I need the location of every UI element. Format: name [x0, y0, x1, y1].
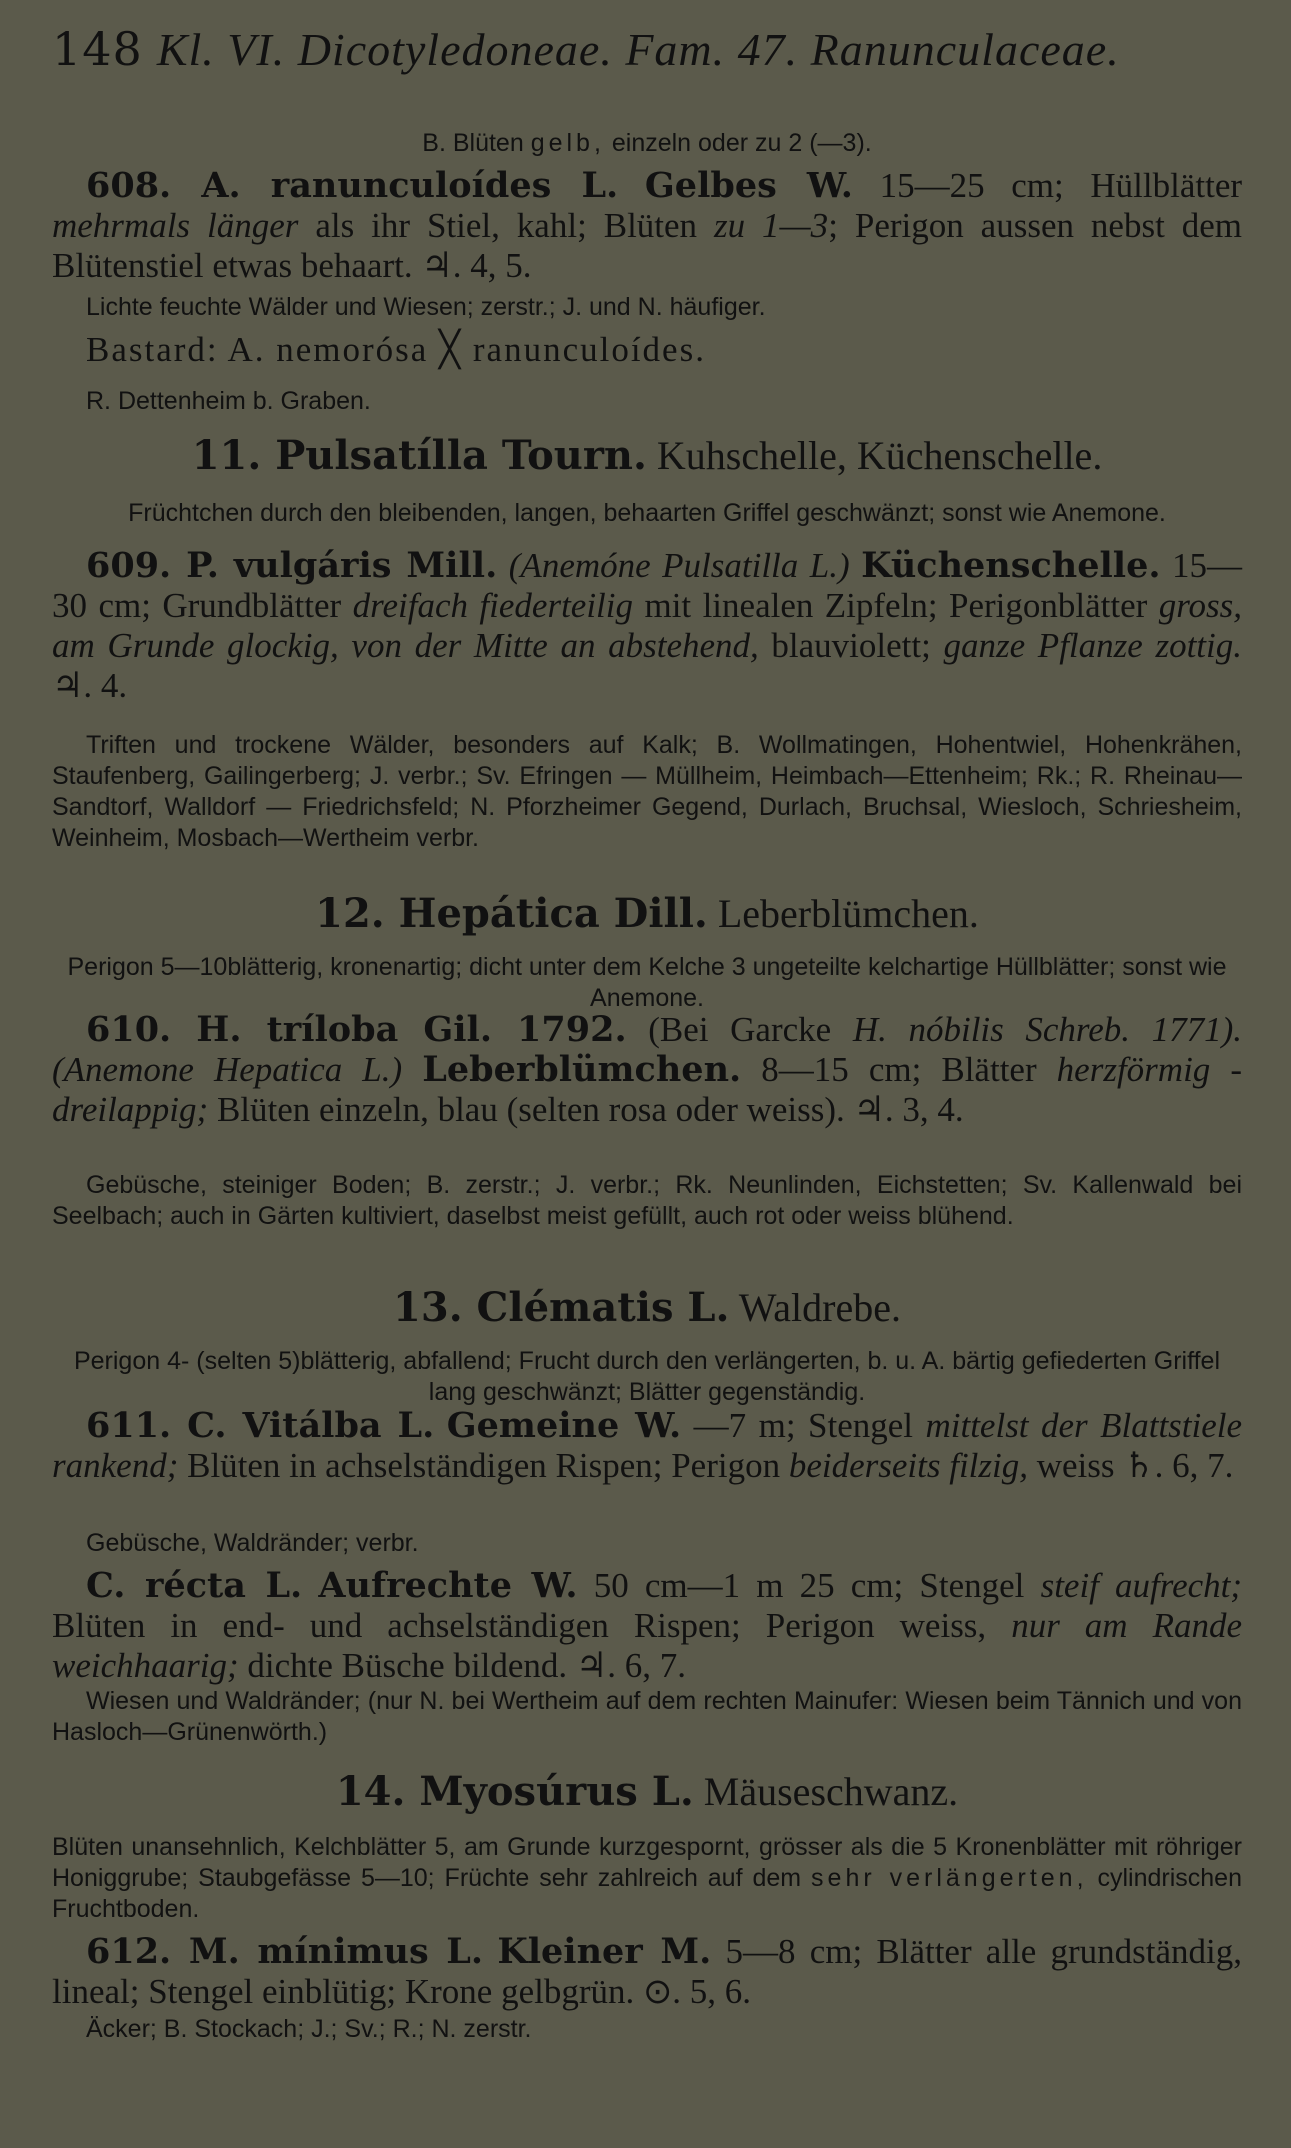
running-title: Kl. VI. Dicotyledoneae. Fam. 47. Ranunculaceae. — [156, 24, 1120, 75]
genus-11-description: Früchtchen durch den bleibenden, langen, behaarten Griffel geschwänzt; sonst wie Anemone. — [128, 499, 1166, 527]
genus-11-heading: 11. Pulsatílla Tourn. Kuhschelle, Küchenschelle. — [191, 432, 1103, 479]
genus-12-description: Perigon 5—10blätterig, kronenartig; dicht unter dem Kelche 3 ungeteilte kelchartige Hüllblätter; sonst wie Anemone. — [67, 953, 1227, 1012]
species-name: 608. A. ranunculoídes L. — [86, 165, 619, 206]
species-609: 609. P. vulgáris Mill. (Anemóne Pulsatilla L.) Küchenschelle. 15—30 cm; Grundblätter dreifach fiederteilig mit linealen Zipfeln; Perigonblätter gross, am Grunde glockig, von der Mitte an abstehend, blauviolett; ganze Pflanze zottig. ♃. 4. — [52, 545, 1243, 705]
habitat-610: Gebüsche, steiniger Boden; B. zerstr.; J. verbr.; Rk. Neunlinden, Eichstetten; Sv. Kallenwald bei Seelbach; auch in Gärten kultiviert, daselbst meist gefüllt, auch rot oder weiss blühend. — [52, 1171, 1242, 1230]
habitat-recta: Wiesen und Waldränder; (nur N. bei Wertheim auf dem rechten Mainufer: Wiesen beim Tännich und von Hasloch—Grünenwörth.) — [52, 1687, 1242, 1746]
genus-13-description: Perigon 4- (selten 5)blätterig, abfallend; Frucht durch den verlängerten, b. u. A. bärtig gefiederten Griffel lang geschwänzt; Blätter gegenständig. — [73, 1347, 1221, 1406]
species-608: 608. A. ranunculoídes L. Gelbes W. 15—25 cm; Hüllblätter mehrmals länger als ihr Stiel, kahl; Blüten zu 1—3; Perigon aussen nebst dem Blütenstiel etwas behaart. ♃. 4, 5. — [52, 165, 1243, 285]
page-number: 148 — [52, 22, 143, 76]
hybrid-608: Bastard: A. nemorósa ╳ ranunculoídes. — [86, 330, 706, 369]
species-611: 611. C. Vitálba L. Gemeine W. —7 m; Stengel mittelst der Blattstiele rankend; Blüten in achselständigen Rispen; Perigon beiderseits filzig, weiss ♄. 6, 7. — [52, 1405, 1243, 1485]
habitat-612: Äcker; B. Stockach; J.; Sv.; R.; N. zerstr. — [86, 2015, 532, 2043]
genus-13-heading: 13. Clématis L. Waldrebe. — [393, 1284, 901, 1331]
habitat-611: Gebüsche, Waldränder; verbr. — [86, 1529, 419, 1557]
habitat-609: Triften und trockene Wälder, besonders auf Kalk; B. Wollmatingen, Hohentwiel, Hohenkrähen, Staufenberg, Gailingerberg; J. verbr.; Sv. Efringen — Müllheim, Heimbach—Ettenheim; Rk.; R. Rheinau—Sandtorf, Walldorf — Friedrichsfeld; N. Pforzheimer Gegend, Durlach, Bruchsal, Wiesloch, Schriesheim, Weinheim, Mosbach—Wertheim verbr. — [52, 731, 1242, 852]
group-b-heading: B. Blüten gelb, einzeln oder zu 2 (—3). — [422, 129, 872, 157]
species-610: 610. H. tríloba Gil. 1792. (Bei Garcke H. nóbilis Schreb. 1771). (Anemone Hepatica L.) Leberblümchen. 8—15 cm; Blätter herzförmig - dreilappig; Blüten einzeln, blau (selten rosa oder weiss). ♃. 3, 4. — [52, 1009, 1243, 1129]
hybrid-location: R. Dettenheim b. Graben. — [86, 387, 371, 415]
habitat-608: Lichte feuchte Wälder und Wiesen; zerstr.; J. und N. häufiger. — [86, 293, 766, 321]
common-name: Gelbes W. — [644, 165, 853, 206]
page-header — [52, 22, 1242, 76]
genus-14-description: Blüten unansehnlich, Kelchblätter 5, am Grunde kurzgespornt, grösser als die 5 Kronenblätter mit röhriger Honiggrube; Staubgefässe 5—10; Früchte sehr zahlreich auf dem sehr verlängerten, cylindrischen Fruchtboden. — [52, 1833, 1242, 1923]
genus-12-heading: 12. Hepática Dill. Leberblümchen. — [315, 890, 979, 937]
species-recta: C. récta L. Aufrechte W. 50 cm—1 m 25 cm; Stengel steif aufrecht; Blüten in end- und achselständigen Rispen; Perigon weiss, nur am Rande weichhaarig; dichte Büsche bildend. ♃. 6, 7. — [52, 1565, 1243, 1685]
genus-14-heading: 14. Myosúrus L. Mäuseschwanz. — [335, 1768, 959, 1815]
species-612: 612. M. mínimus L. Kleiner M. 5—8 cm; Blätter alle grundständig, lineal; Stengel einblütig; Krone gelbgrün. ⊙. 5, 6. — [52, 1931, 1243, 2011]
